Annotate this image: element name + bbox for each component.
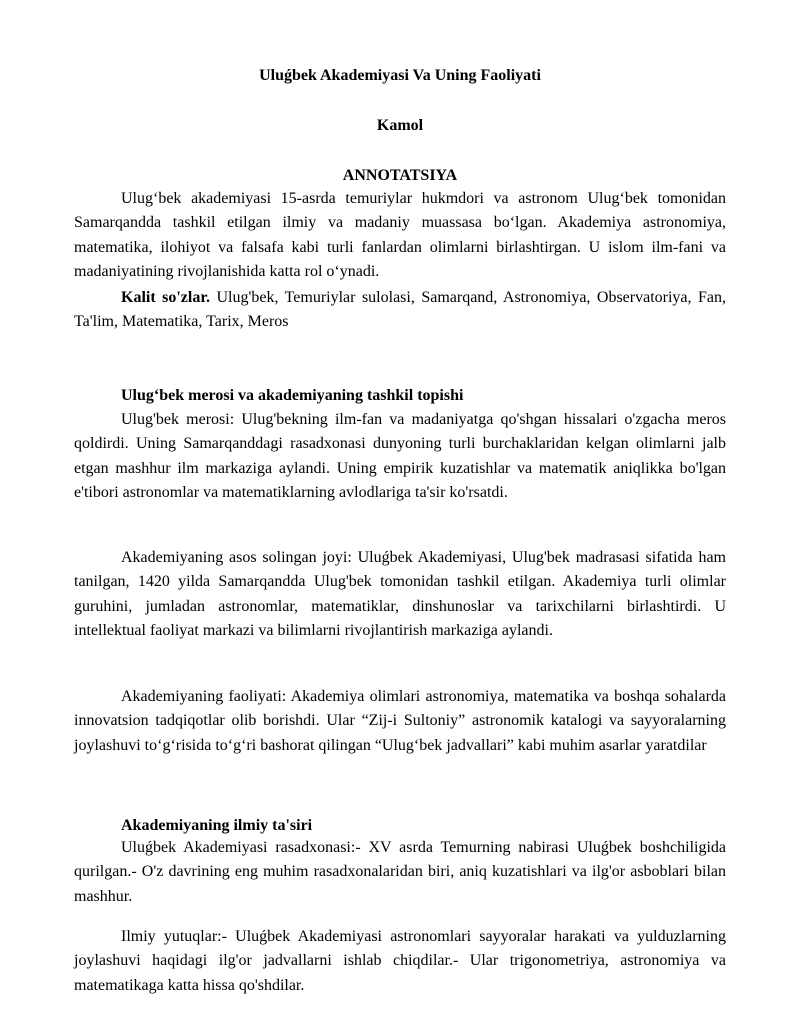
keywords-text: Ulug'bek, Temuriylar sulolasi, Samarqand, Astronomiya, Observatoriya, Fan, Ta'lim, Matematika, Tarix, Meros	[74, 289, 727, 331]
section-paragraph: Ilmiy yutuqlar:- Uluǵbek Akademiyasi astronomlari sayyoralar harakati va yulduzlarning joylashuvi haqidagi ilg'or jadvallarni ishlab chiqdilar.- Ular trigonometriya, astronomiya va matematikaga katta hissa qo'shdilar.	[74, 928, 726, 994]
author-name: Kamol	[376, 117, 424, 134]
paper-title: Uluǵbek Akademiyasi Va Uning Faoliyati	[259, 67, 541, 84]
section-paragraph: Uluǵbek Akademiyasi rasadxonasi:- XV asrda Temurning nabirasi Uluǵbek boshchiligida qurilgan.- O'z davrining eng muhim rasadxonalaridan biri, aniq kuzatishlari va ilg'or asboblari bilan mashhur.	[74, 839, 726, 905]
section-paragraph: Ulug'bek merosi: Ulug'bekning ilm-fan va madaniyatga qo'shgan hissalari o'zgacha meros qoldirdi. Uning Samarqanddagi rasadxonasi dunyoning turli burchaklaridan kelgan olimlarni jalb etgan mashhur ilm markaziga aylandi. Uning empirik kuzatishlar va matematik aniqlikka bo'lgan e'tibori astronomlar va matematiklarning avlodlariga ta'sir ko'rsatdi.	[74, 411, 726, 502]
keywords-label: Kalit so'zlar.	[121, 289, 210, 306]
abstract-text: Ulug‘bek akademiyasi 15-asrda temuriylar hukmdori va astronom Ulug‘bek tomonidan Samarqandda tashkil etilgan ilmiy va madaniy muassasa bo‘lgan. Akademiya astronomiya, matematika, ilohiyot va falsafa kabi turli fanlardan olimlarni birlashtirgan. U islom ilm-fani va madaniyatining rivojlanishida katta rol o‘ynadi.	[74, 190, 726, 281]
keywords-paragraph	[74, 286, 726, 335]
section-heading: Ulug‘bek merosi va akademiyaning tashkil topishi	[121, 387, 464, 404]
section-paragraph: Akademiyaning asos solingan joyi: Uluǵbek Akademiyasi, Ulug'bek madrasasi sifatida ham tanilgan, 1420 yilda Samarqandda Ulug'bek tomonidan tashkil etilgan. Akademiya turli olimlar guruhini, jumladan astronomlar, matematiklar, dinshunoslar va tarixchilarni birlashtirdi. U intellektual faoliyat markazi va bilimlarni rivojlantirish markaziga aylandi.	[74, 549, 726, 640]
section-paragraph: Akademiyaning faoliyati: Akademiya olimlari astronomiya, matematika va boshqa sohalarda innovatsion tadqiqotlar olib borishdi. Ular “Zij-i Sultoniy” astronomik katalogi va sayyoralarning joylashuvi to‘g‘risida to‘g‘ri bashorat qilingan “Ulug‘bek jadvallari” kabi muhim asarlar yaratdilar	[74, 688, 726, 754]
section-heading: Akademiyaning ilmiy ta'siri	[121, 817, 313, 834]
abstract-heading: ANNOTATSIYA	[342, 167, 458, 184]
